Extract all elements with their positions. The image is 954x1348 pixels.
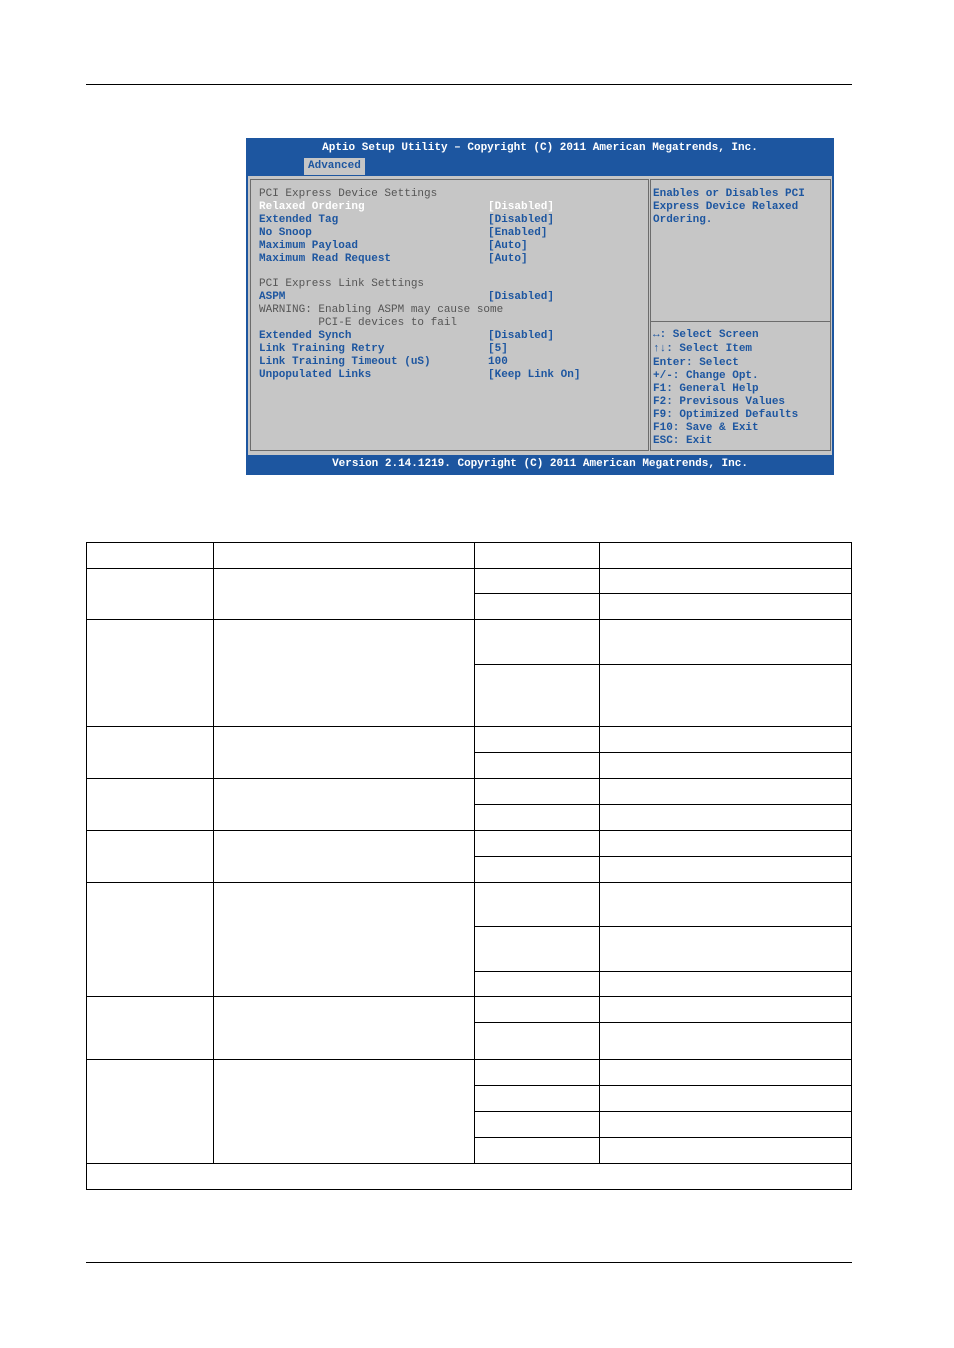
section-link-settings: PCI Express Link Settings xyxy=(259,278,425,290)
menu-item-extended-tag[interactable]: Extended Tag xyxy=(259,214,339,226)
table-cell xyxy=(600,753,852,779)
table-cell xyxy=(475,1112,600,1138)
table-cell xyxy=(600,1023,852,1060)
table-cell xyxy=(475,753,600,779)
help-text-line: Ordering. xyxy=(653,214,713,226)
help-panel xyxy=(650,179,831,451)
table-cell xyxy=(600,1112,852,1138)
menu-item-unpopulated-links[interactable]: Unpopulated Links xyxy=(259,369,372,381)
menu-item-no-snoop[interactable]: No Snoop xyxy=(259,227,312,239)
table-cell xyxy=(475,805,600,831)
value-no-snoop[interactable]: [Enabled] xyxy=(488,227,548,239)
header-rule xyxy=(86,84,852,85)
value-aspm[interactable]: [Disabled] xyxy=(488,291,555,303)
table-row xyxy=(87,883,852,927)
table-cell xyxy=(600,997,852,1023)
table-cell xyxy=(475,569,600,594)
menu-item-link-training-retry[interactable]: Link Training Retry xyxy=(259,343,385,355)
table-header-row xyxy=(87,543,852,569)
table-cell xyxy=(214,779,475,831)
menu-item-extended-synch[interactable]: Extended Synch xyxy=(259,330,352,342)
table-cell xyxy=(600,594,852,620)
help-divider xyxy=(651,321,830,322)
table-cell xyxy=(475,620,600,665)
table-cell xyxy=(600,972,852,997)
footer-rule xyxy=(86,1262,852,1263)
warning-line-1: WARNING: Enabling ASPM may cause some xyxy=(259,304,504,316)
bios-footer: Version 2.14.1219. Copyright (C) 2011 American Megatrends, Inc. xyxy=(332,458,748,470)
menu-item-maximum-payload[interactable]: Maximum Payload xyxy=(259,240,359,252)
table-cell xyxy=(87,543,214,569)
table-row xyxy=(87,779,852,805)
key-hint-f9: F9: Optimized Defaults xyxy=(653,409,799,421)
table-cell xyxy=(600,1086,852,1112)
table-row xyxy=(87,620,852,665)
table-row xyxy=(87,569,852,594)
table-cell xyxy=(600,665,852,727)
table-row xyxy=(87,831,852,857)
table-cell xyxy=(214,997,475,1060)
table-cell xyxy=(87,883,214,997)
table-cell xyxy=(475,1060,600,1086)
menu-item-relaxed-ordering[interactable]: Relaxed Ordering xyxy=(259,201,365,213)
table-cell xyxy=(475,779,600,805)
table-cell xyxy=(87,1060,214,1164)
table-row xyxy=(87,997,852,1023)
table-cell xyxy=(475,997,600,1023)
table-cell xyxy=(600,857,852,883)
bios-screenshot xyxy=(246,138,834,475)
section-device-settings: PCI Express Device Settings xyxy=(259,188,438,200)
table-cell xyxy=(600,883,852,927)
table-cell xyxy=(475,831,600,857)
tab-advanced[interactable]: Advanced xyxy=(304,158,365,175)
value-maximum-read-request[interactable]: [Auto] xyxy=(488,253,528,265)
table-cell xyxy=(600,805,852,831)
table-cell xyxy=(87,831,214,883)
key-hint-enter: Enter: Select xyxy=(653,357,739,369)
table-cell xyxy=(87,727,214,779)
table-cell xyxy=(600,1060,852,1086)
key-hint-select-screen: ↔: Select Screen xyxy=(653,329,759,341)
table-cell xyxy=(600,620,852,665)
key-hint-f2: F2: Previsous Values xyxy=(653,396,786,408)
table-cell xyxy=(475,1023,600,1060)
key-hint-esc: ESC: Exit xyxy=(653,435,713,447)
table-cell xyxy=(475,1086,600,1112)
options-table xyxy=(86,542,852,1190)
table-cell xyxy=(214,543,475,569)
table-cell xyxy=(87,997,214,1060)
bios-title: Aptio Setup Utility – Copyright (C) 2011 American Megatrends, Inc. xyxy=(322,142,758,154)
key-hint-f10: F10: Save & Exit xyxy=(653,422,759,434)
table-cell xyxy=(214,620,475,727)
table-cell xyxy=(600,543,852,569)
menu-item-maximum-read-request[interactable]: Maximum Read Request xyxy=(259,253,392,265)
table-row xyxy=(87,727,852,753)
table-cell xyxy=(600,831,852,857)
table-footer-row xyxy=(87,1164,852,1190)
table-cell xyxy=(600,569,852,594)
table-cell xyxy=(475,927,600,972)
settings-panel xyxy=(250,179,649,451)
table-cell xyxy=(475,727,600,753)
table-cell xyxy=(600,779,852,805)
table-cell xyxy=(87,569,214,620)
table-row xyxy=(87,1060,852,1086)
value-maximum-payload[interactable]: [Auto] xyxy=(488,240,528,252)
table-cell xyxy=(214,569,475,620)
table-cell xyxy=(600,1138,852,1164)
table-cell xyxy=(475,543,600,569)
value-extended-synch[interactable]: [Disabled] xyxy=(488,330,555,342)
warning-line-2: PCI-E devices to fail xyxy=(259,317,458,329)
bios-body xyxy=(248,176,832,455)
value-link-training-timeout[interactable]: 100 xyxy=(488,356,508,368)
table-cell xyxy=(214,1060,475,1164)
table-cell xyxy=(214,831,475,883)
value-unpopulated-links[interactable]: [Keep Link On] xyxy=(488,369,581,381)
table-cell xyxy=(475,883,600,927)
table-cell xyxy=(87,779,214,831)
key-hint-f1: F1: General Help xyxy=(653,383,759,395)
table-cell xyxy=(475,1138,600,1164)
menu-item-link-training-timeout[interactable]: Link Training Timeout (uS) xyxy=(259,356,431,368)
table-cell xyxy=(214,883,475,997)
table-cell xyxy=(475,594,600,620)
table-cell xyxy=(87,620,214,727)
table-cell xyxy=(87,1164,852,1190)
value-relaxed-ordering[interactable]: [Disabled] xyxy=(488,201,555,213)
table-cell xyxy=(600,727,852,753)
menu-item-aspm[interactable]: ASPM xyxy=(259,291,286,303)
table-cell xyxy=(600,927,852,972)
table-cell xyxy=(214,727,475,779)
help-text-line: Enables or Disables PCI xyxy=(653,188,805,200)
value-extended-tag[interactable]: [Disabled] xyxy=(488,214,555,226)
key-hint-select-item: ↑↓: Select Item xyxy=(653,343,753,355)
table-cell xyxy=(475,857,600,883)
help-text-line: Express Device Relaxed xyxy=(653,201,799,213)
table-cell xyxy=(475,665,600,727)
table-cell xyxy=(475,972,600,997)
value-link-training-retry[interactable]: [5] xyxy=(488,343,508,355)
key-hint-change-opt: +/-: Change Opt. xyxy=(653,370,759,382)
